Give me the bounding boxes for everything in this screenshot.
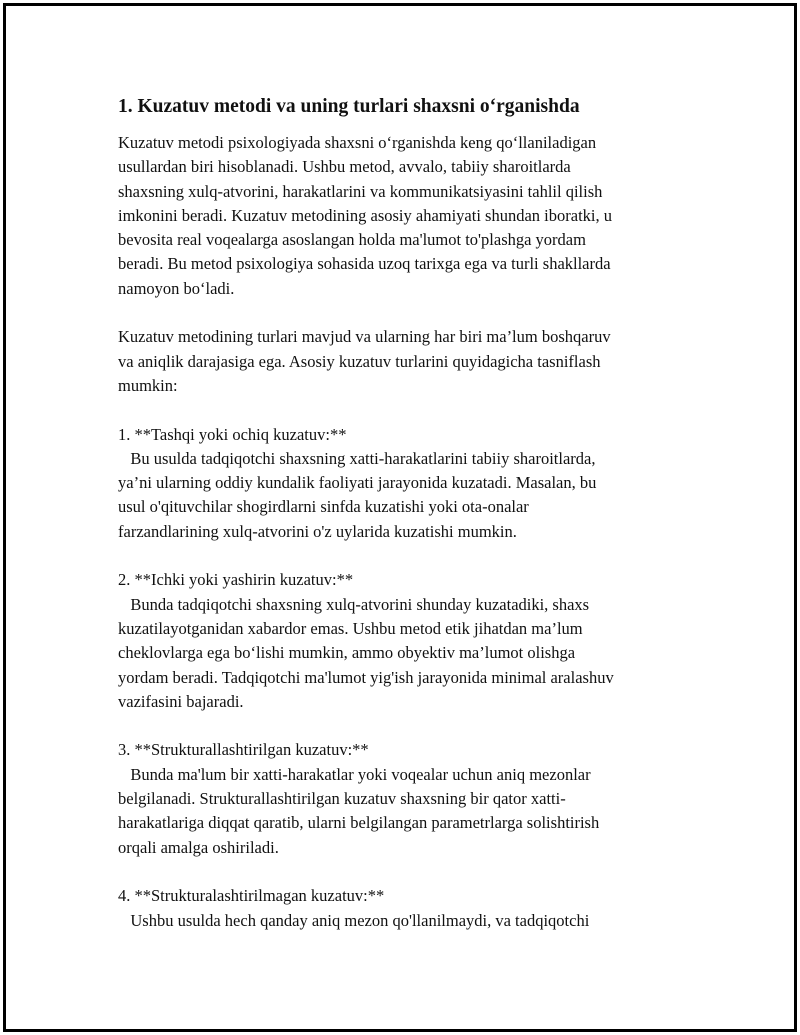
- paragraph-gap: [118, 301, 683, 325]
- paragraph-line: mumkin:: [118, 375, 178, 395]
- paragraph-line: Kuzatuv metodi psixologiyada shaxsni o‘rganishda keng qo‘llaniladigan: [118, 133, 597, 152]
- list-item-line: Bunda ma'lum bir xatti-harakatlar yoki voqealar uchun aniq mezonlar: [118, 764, 591, 784]
- observation-types-list: [118, 423, 683, 933]
- paragraph-line: bevosita real voqealarga asoslangan holda ma'lumot to'plashga yordam: [118, 230, 586, 250]
- paragraph-line: va aniqlik darajasiga ega. Asosiy kuzatuv turlarini quyidagicha tasniflash: [118, 351, 601, 371]
- list-item-line: Bunda tadqiqotchi shaxsning xulq-atvorini shunday kuzatadiki, shaxs: [118, 594, 590, 614]
- list-item-line: Ushbu usulda hech qanday aniq mezon qo'llanilmaydi, va tadqiqotchi: [118, 910, 590, 930]
- document-body: [118, 93, 683, 933]
- paragraph-gap: [118, 544, 683, 568]
- list-item-title: 2. **Ichki yoki yashirin kuzatuv:**: [118, 570, 354, 590]
- list-item: [118, 423, 683, 544]
- intro-paragraph: [118, 131, 683, 301]
- types-intro-paragraph: [118, 325, 683, 398]
- paragraph-line: shaxsning xulq-atvorini, harakatlarini va kommunikatsiyasini tahlil qilish: [118, 181, 603, 201]
- list-item-line: belgilanadi. Strukturallashtirilgan kuzatuv shaxsning bir qator xatti-: [118, 789, 566, 809]
- list-item-title: 1. **Tashqi yoki ochiq kuzatuv:**: [118, 424, 347, 444]
- list-item-line: Bu usulda tadqiqotchi shaxsning xatti-harakatlarini tabiiy sharoitlarda,: [118, 448, 596, 468]
- list-item-line: yordam beradi. Tadqiqotchi ma'lumot yig'ish jarayonida minimal aralashuv: [118, 667, 614, 687]
- list-item-line: ya’ni ularning oddiy kundalik faoliyati jarayonida kuzatadi. Masalan, bu: [118, 473, 597, 493]
- list-item-line: farzandlarining xulq-atvorini o'z uylarida kuzatishi mumkin.: [118, 521, 517, 541]
- section-heading: 1. Kuzatuv metodi va uning turlari shaxsni o‘rganishda: [118, 96, 580, 117]
- list-item-line: kuzatilayotganidan xabardor emas. Ushbu metod etik jihatdan ma’lum: [118, 618, 583, 638]
- list-item-line: cheklovlarga ega bo‘lishi mumkin, ammo obyektiv ma’lumot olishga: [118, 643, 576, 663]
- paragraph-line: Kuzatuv metodining turlari mavjud va ularning har biri ma’lum boshqaruv: [118, 327, 611, 347]
- list-item: [118, 884, 683, 933]
- paragraph-gap: [118, 398, 683, 422]
- paragraph-line: beradi. Bu metod psixologiya sohasida uzoq tarixga ega va turli shakllarda: [118, 254, 611, 274]
- list-item: [118, 568, 683, 714]
- list-item-title: 3. **Strukturallashtirilgan kuzatuv:**: [118, 740, 369, 760]
- list-item-line: usul o'qituvchilar shogirdlarni sinfda kuzatishi yoki ota-onalar: [118, 497, 529, 517]
- paragraph-gap: [118, 714, 683, 738]
- paragraph-line: namoyon bo‘ladi.: [118, 278, 235, 298]
- list-item-line: harakatlariga diqqat qaratib, ularni belgilangan parametrlarga solishtirish: [118, 813, 600, 833]
- paragraph-line: usullardan biri hisoblanadi. Ushbu metod, avvalo, tabiiy sharoitlarda: [118, 157, 571, 177]
- list-item-line: orqali amalga oshiriladi.: [118, 837, 279, 857]
- list-item-line: vazifasini bajaradi.: [118, 691, 244, 711]
- paragraph-line: imkonini beradi. Kuzatuv metodining asosiy ahamiyati shundan iboratki, u: [118, 205, 612, 225]
- list-item-title: 4. **Strukturalashtirilmagan kuzatuv:**: [118, 886, 385, 906]
- paragraph-gap: [118, 860, 683, 884]
- list-item: [118, 738, 683, 859]
